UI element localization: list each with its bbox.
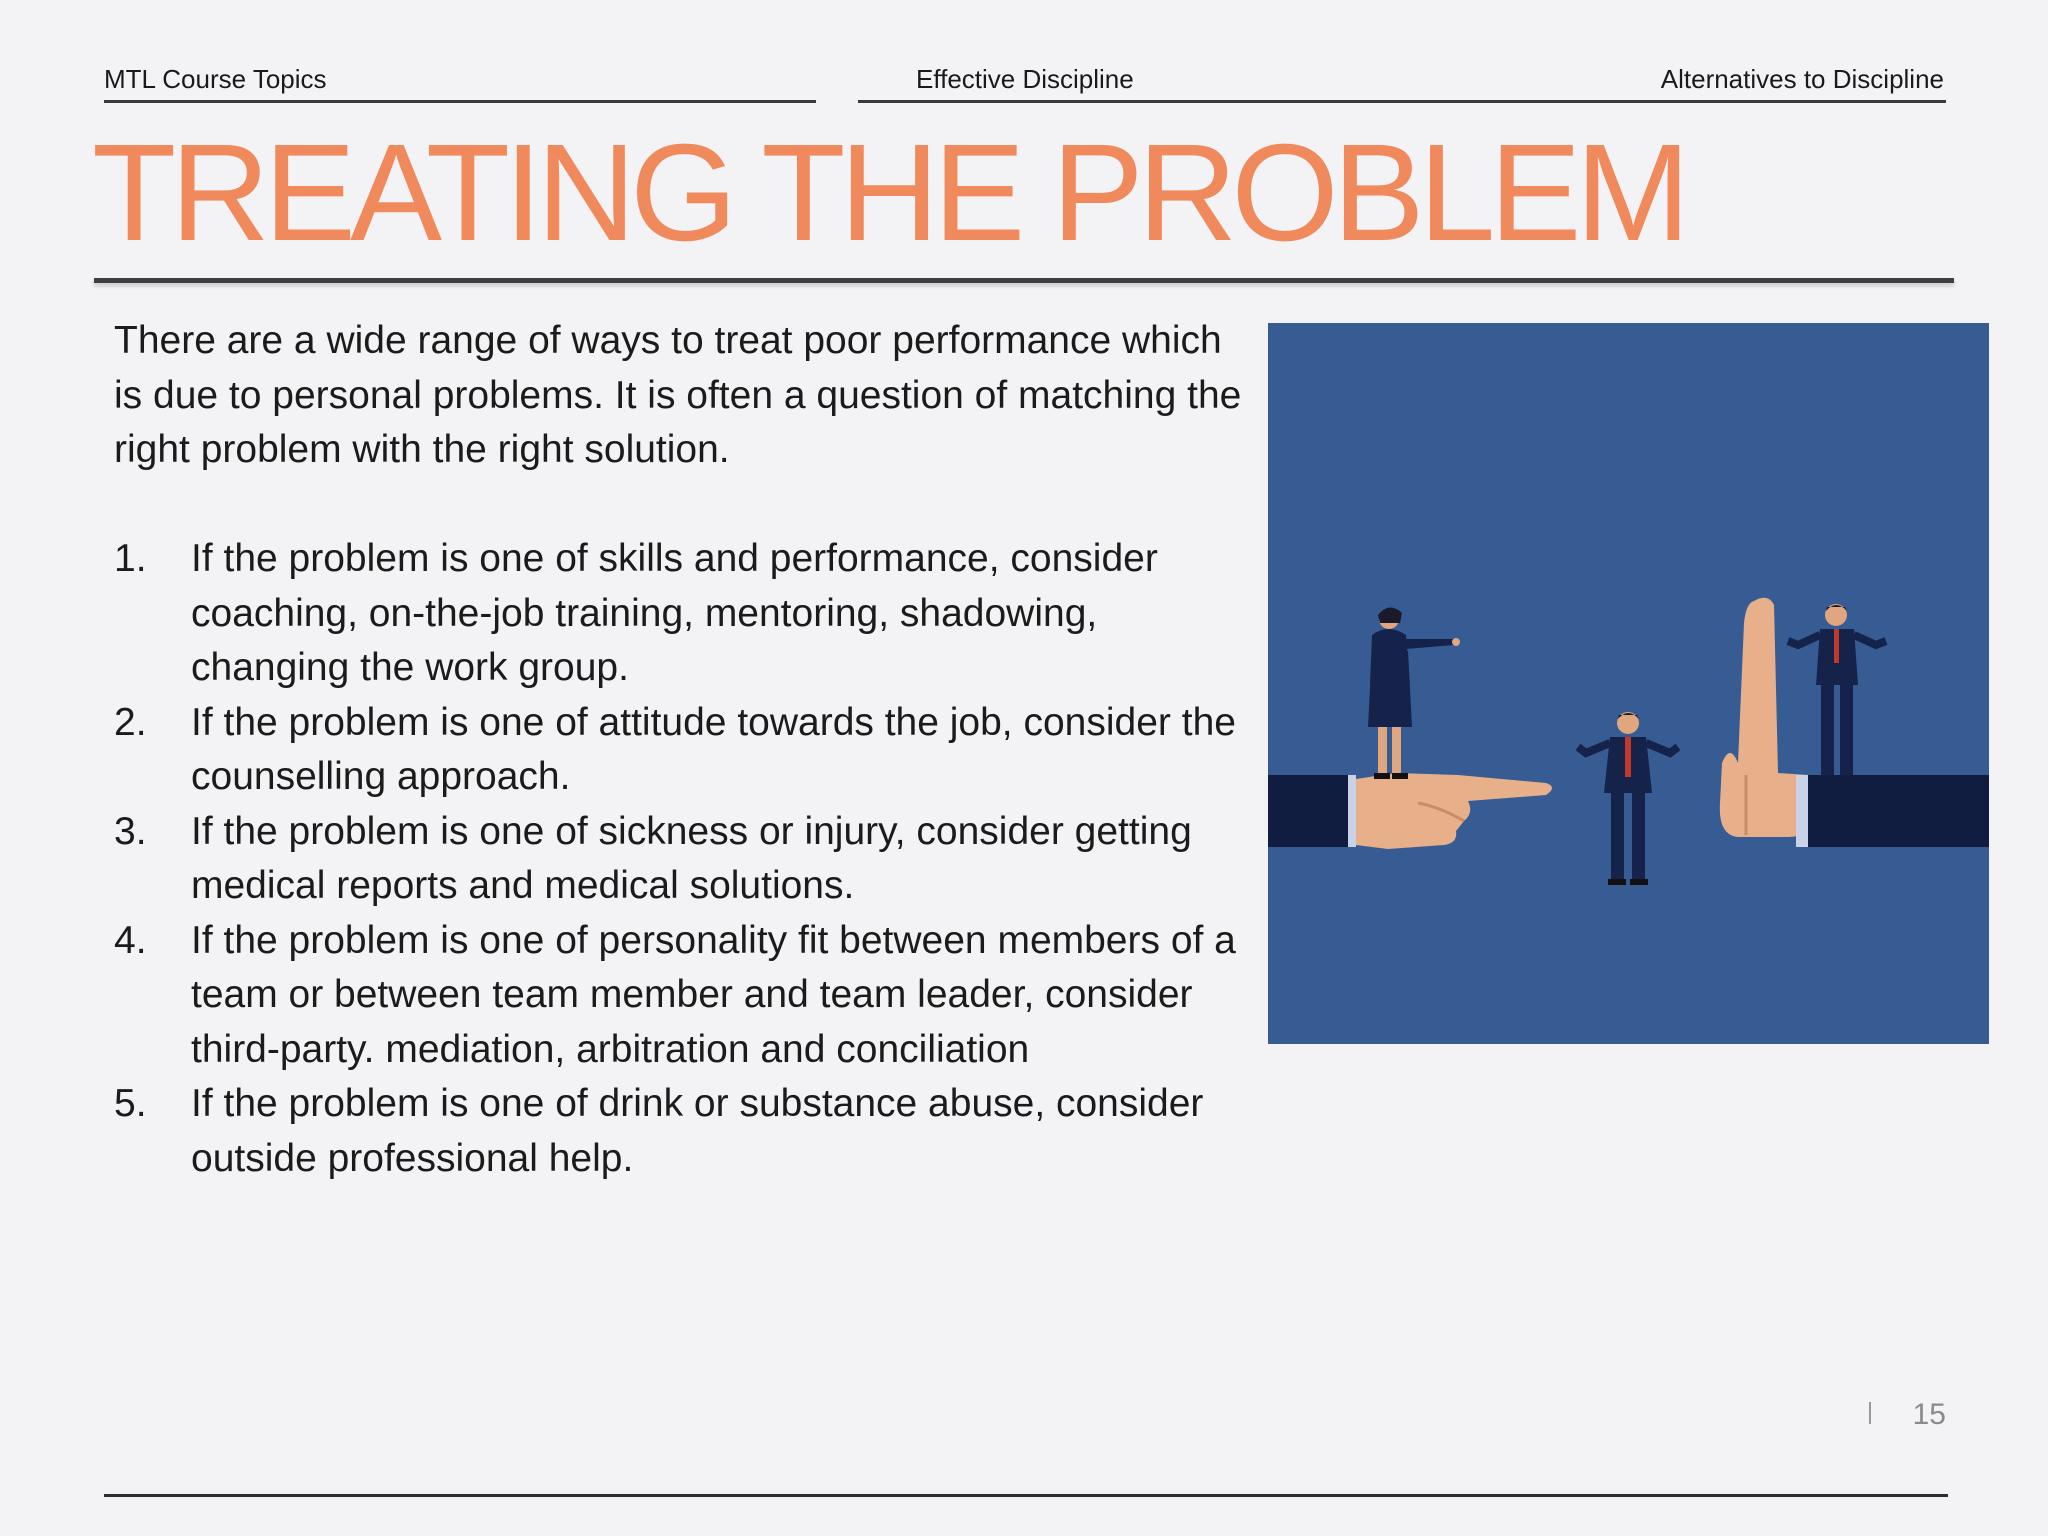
nav-underline-right (858, 100, 1946, 103)
business-conflict-illustration (1268, 323, 1989, 1044)
nav-course-topics[interactable]: MTL Course Topics (104, 64, 327, 94)
list-item (114, 532, 1244, 696)
nav-effective-discipline[interactable]: Effective Discipline (916, 64, 1134, 94)
page-number-divider (1869, 1402, 1871, 1424)
list-item-number: 5. (114, 1082, 147, 1125)
list-item-number: 4. (114, 918, 147, 962)
list-item-text: If the problem is one of skills and performance, consider coaching, on-the-job training, mentoring, shadowing, changing the work group. (191, 537, 1158, 689)
solutions-list (114, 532, 1244, 1186)
list-item (114, 805, 1244, 914)
list-item-number: 2. (114, 700, 147, 744)
list-item (114, 696, 1244, 805)
nav-underline-left (104, 100, 816, 103)
list-item (114, 1077, 1244, 1186)
list-item-number: 3. (114, 809, 147, 853)
slide-title: TREATING THE PROBLEM (92, 116, 1685, 270)
pointing-hand-and-stop-hand-icon (1268, 323, 1989, 1044)
list-item-text: If the problem is one of attitude towards the job, consider the counselling approach. (191, 700, 1236, 798)
list-item (114, 914, 1244, 1078)
page-number: 15 (1912, 1398, 1946, 1431)
slide-body (114, 314, 1244, 1186)
intro-paragraph: There are a wide range of ways to treat poor performance which is due to personal problems. It is often a question of matching the right problem with the right solution. (114, 319, 1242, 471)
nav-alternatives-to-discipline[interactable]: Alternatives to Discipline (1660, 64, 1944, 94)
list-item-text: If the problem is one of personality fit between members of a team or between team member and team leader, consider third-party. mediation, arbitration and conciliation (191, 918, 1236, 1071)
list-item-text: If the problem is one of sickness or injury, consider getting medical reports and medical solutions. (191, 809, 1192, 907)
title-divider (94, 278, 1954, 283)
list-item-text: If the problem is one of drink or substance abuse, consider outside professional help. (191, 1082, 1204, 1180)
footer-divider (104, 1494, 1948, 1497)
list-item-number: 1. (114, 537, 147, 580)
